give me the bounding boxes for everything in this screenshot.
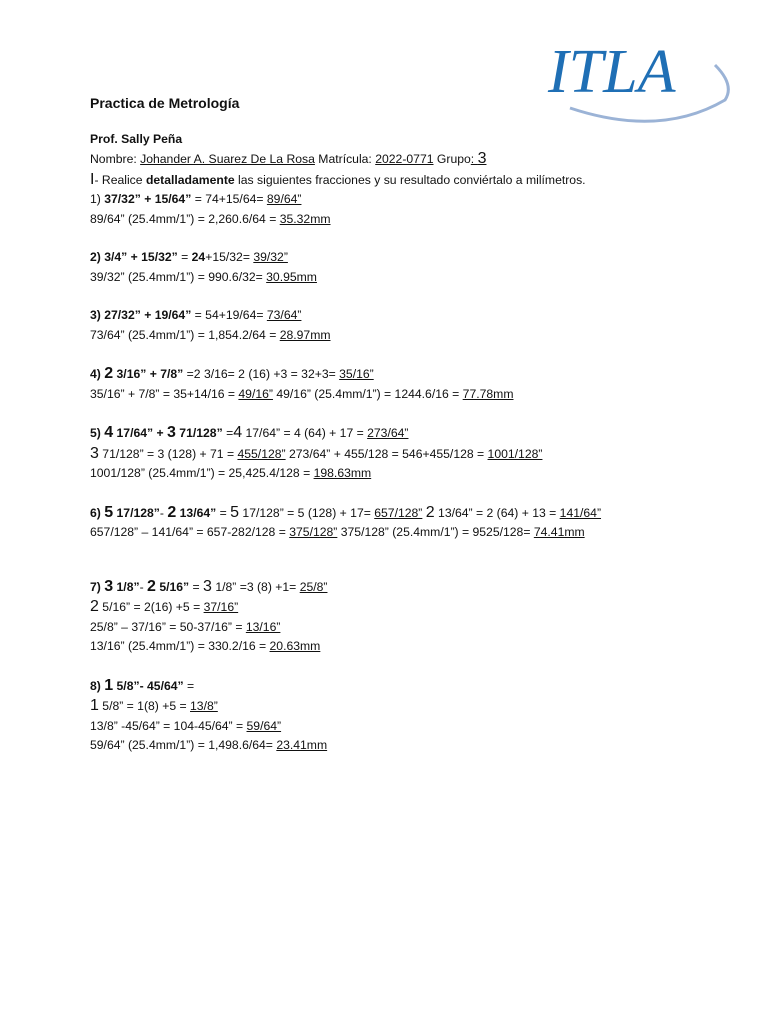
expression: 5/16”	[155, 579, 190, 594]
text: = 54+19/64=	[191, 308, 267, 322]
text: +15/32=	[205, 250, 254, 264]
text: 4)	[90, 367, 105, 381]
text: 5)	[90, 426, 105, 440]
whole-number: 3	[167, 424, 176, 441]
problem-4-line-2	[90, 385, 750, 405]
problem-7-line-1	[90, 577, 750, 598]
page-title: Practica de Metrología	[90, 95, 240, 111]
text: -	[139, 579, 148, 594]
problem-2-line-2	[90, 268, 750, 288]
text: -	[159, 505, 168, 520]
result: 375/128”	[289, 525, 338, 539]
expression: 37/32” + 15/64”	[104, 192, 192, 206]
problem-8-line-1	[90, 676, 750, 697]
result: 39/32”	[253, 250, 288, 264]
text: =	[183, 678, 195, 693]
text: 1)	[90, 192, 105, 206]
problem-8-line-2	[90, 696, 750, 717]
whole-number: 2	[104, 365, 114, 382]
result-mm: 74.41mm	[533, 525, 585, 539]
text: 8)	[90, 678, 105, 693]
text: 39/32” (25.4mm/1”) = 990.6/32=	[90, 269, 267, 284]
problem-3-line-2	[90, 326, 750, 346]
whole-number: 3	[90, 444, 99, 462]
nombre-label: Nombre:	[90, 152, 141, 166]
result: 13/8”	[190, 699, 218, 713]
text: 273/64” + 455/128 = 546+455/128 =	[285, 446, 488, 461]
whole-number: 3	[104, 577, 114, 595]
text: 1/8” =3 (8) +1=	[211, 579, 300, 594]
whole-number: 1	[104, 676, 114, 694]
result-mm: 198.63mm	[313, 466, 372, 480]
whole-number: 5	[230, 503, 240, 521]
text: 7)	[90, 579, 105, 594]
grupo-value: 3	[477, 150, 487, 167]
text: 17/64” = 4 (64) + 17 =	[242, 426, 368, 440]
text: 24	[191, 250, 206, 264]
whole-number: 4	[233, 424, 243, 441]
result: 455/128”	[237, 446, 286, 461]
matricula-label-a: Matr	[314, 152, 343, 166]
grupo-label: Grupo	[433, 152, 471, 166]
student-info	[90, 149, 750, 170]
grupo-colon: :	[470, 152, 478, 166]
text: =	[177, 250, 192, 264]
professor: Prof. Sally Peña	[90, 131, 183, 146]
text: 73/64” (25.4mm/1”) = 1,854.2/64 =	[90, 327, 280, 342]
itla-logo-text: ITLA	[548, 38, 676, 106]
whole-number: 2	[167, 503, 177, 521]
result-mm: 30.95mm	[266, 269, 317, 284]
text: =	[222, 426, 234, 440]
problem-8-line-4	[90, 736, 750, 756]
problem-5-line-3	[90, 464, 750, 484]
text: 49/16” (25.4mm/1”) = 1244.6/16 =	[272, 386, 463, 401]
text: 1001/128” (25.4mm/1”) = 25,425.4/128 =	[90, 466, 314, 480]
problem-7-line-4	[90, 637, 750, 657]
instruction	[90, 170, 750, 191]
expression: 13/64”	[176, 505, 217, 520]
problem-5-line-1	[90, 423, 750, 444]
result: 273/64”	[367, 426, 409, 440]
expression: 17/128”	[113, 505, 160, 520]
expression: 71/128”	[175, 426, 223, 440]
text: = 74+15/64=	[191, 192, 267, 206]
result-mm: 23.41mm	[276, 738, 328, 752]
instruction-number: I	[90, 170, 95, 188]
whole-number: 2	[147, 577, 156, 595]
result: 13/16”	[245, 619, 281, 634]
text: 13/16” (25.4mm/1”) = 330.2/16 =	[90, 639, 270, 653]
text: 375/128” (25.4mm/1”) = 9525/128=	[337, 525, 534, 539]
content	[90, 94, 750, 756]
text: 59/64” (25.4mm/1”) = 1,498.6/64=	[90, 738, 277, 752]
instruction-b: detalladamente	[145, 172, 235, 187]
student-name: Johander A. Suarez De La Rosa	[140, 152, 315, 166]
expression: 2) 3/4” + 15/32”	[90, 250, 178, 264]
whole-number: 3	[203, 577, 212, 595]
instruction-c: las siguientes fracciones y su resultado conviértalo a milímetros.	[234, 172, 586, 187]
expression: 1/8”	[113, 579, 140, 594]
problem-1-line-1	[90, 190, 750, 210]
whole-number: 1	[90, 697, 99, 714]
instruction-a: - Realice	[94, 172, 146, 187]
problem-5-line-2	[90, 444, 750, 465]
problem-7-line-2	[90, 597, 750, 618]
result-mm: 77.78mm	[462, 386, 514, 401]
expression: 17/64” +	[113, 426, 168, 440]
result: 49/16”	[238, 386, 273, 401]
expression: 5/8”	[113, 678, 140, 693]
problem-8-line-3	[90, 717, 750, 737]
matricula-label-b: ícula:	[342, 152, 376, 166]
result: 25/8”	[299, 579, 328, 594]
result: 1001/128”	[487, 446, 543, 461]
text: 71/128” = 3 (128) + 71 =	[98, 446, 238, 461]
result-mm: 35.32mm	[279, 211, 331, 226]
result: 37/16”	[203, 600, 239, 614]
result: 657/128”	[374, 505, 423, 520]
problem-1-line-2	[90, 210, 750, 230]
text: 13/64” = 2 (64) + 13 =	[434, 505, 560, 520]
result: 35/16”	[339, 367, 374, 381]
text: 17/128” = 5 (128) + 17=	[239, 505, 375, 520]
result: 141/64”	[559, 505, 602, 520]
result: 89/64”	[266, 192, 302, 206]
expression: - 45/64”	[139, 678, 184, 693]
text: 5/8” = 1(8) +5 =	[98, 699, 191, 713]
text: 35/16” + 7/8” = 35+14/16 =	[90, 386, 239, 401]
text: 89/64” (25.4mm/1”) = 2,260.6/64 =	[90, 211, 280, 226]
problem-7-line-3	[90, 618, 750, 638]
whole-number: 2	[425, 503, 435, 521]
text: =	[189, 579, 204, 594]
whole-number: 4	[104, 424, 114, 441]
result: 59/64”	[246, 718, 282, 733]
problem-6-line-1	[90, 503, 750, 524]
text: 13/8” -45/64” = 104-45/64” =	[90, 718, 247, 733]
problem-2-line-1	[90, 248, 750, 268]
problem-6-line-2	[90, 523, 750, 543]
problem-4-line-1	[90, 364, 750, 385]
text: 6)	[90, 505, 105, 520]
whole-number: 5	[104, 503, 114, 521]
whole-number: 2	[90, 598, 99, 615]
result: 73/64”	[266, 308, 302, 322]
text: =	[216, 505, 231, 520]
text: 5/16” = 2(16) +5 =	[98, 600, 204, 614]
result-mm: 20.63mm	[269, 639, 321, 653]
matricula-value: 2022-0771	[375, 152, 434, 166]
expression: 3) 27/32” + 19/64”	[90, 308, 192, 322]
text: =2 3/16= 2 (16) +3 = 32+3=	[183, 367, 340, 381]
result-mm: 28.97mm	[279, 327, 331, 342]
problem-3-line-1	[90, 306, 750, 326]
expression: 3/16” + 7/8”	[113, 367, 184, 381]
text: 657/128” – 141/64” = 657-282/128 =	[90, 525, 290, 539]
text: 25/8” – 37/16” = 50-37/16” =	[90, 619, 246, 634]
